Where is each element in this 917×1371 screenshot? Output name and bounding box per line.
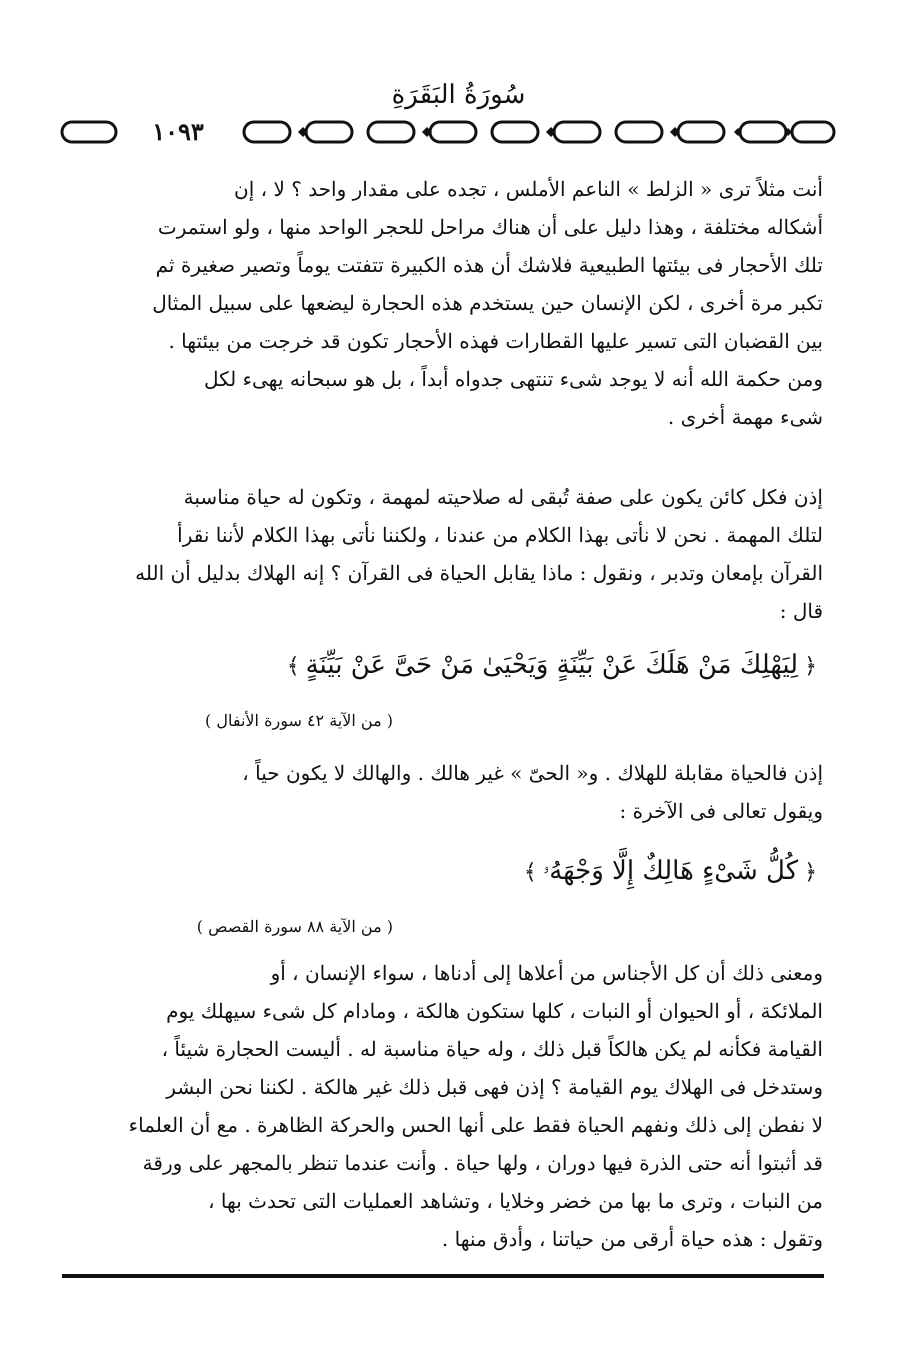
- text-line: لتلك المهمة . نحن لا نأتى بهذا الكلام من عندنا ، ولكننا نأتى بهذا الكلام لأننا نقرأ: [177, 523, 823, 547]
- text-line: ومعنى ذلك أن كل الأجناس من أعلاها إلى أدناها ، سواء الإنسان ، أو: [270, 961, 823, 985]
- surah-title: سُورَةُ البَقَرَةِ: [391, 80, 526, 110]
- citation-text: ( من الآية ٤٢ سورة الأنفال ): [205, 711, 393, 730]
- text-line: أشكاله مختلفة ، وهذا دليل على أن هناك مراحل للحجر الواحد منها ، ولو استمرت: [157, 215, 823, 239]
- text-line: ومن حكمة الله أنه لا يوجد شىء تنتهى جدواه أبداً ، بل هو سبحانه يهىء لكل: [203, 367, 823, 391]
- text-line: تلك الأحجار فى بيئتها الطبيعية فلاشك أن هذه الكبيرة تتفتت يوماً وتصير صغيرة ثم: [155, 253, 823, 277]
- text-line: أنت مثلاً ترى « الزلط » الناعم الأملس ، تجده على مقدار واحد ؟ لا ، إن: [234, 177, 823, 201]
- verse-text: لِيَهْلِكَ مَنْ هَلَكَ عَنْ بَيِّنَةٍ وَيَحْيَىٰ مَنْ حَىَّ عَنْ بَيِّنَةٍ: [305, 650, 799, 680]
- text-line: وستدخل فى الهلاك يوم القيامة ؟ إذن فهى قبل ذلك غير هالكة . لكننا نحن البشر: [166, 1075, 823, 1099]
- verse-2-citation: [88, 914, 823, 940]
- text-line: وتقول : هذه حياة أرقى من حياتنا ، وأدق منها .: [441, 1227, 823, 1251]
- verse-open-bracket: ﴿: [804, 654, 817, 679]
- text-line: بين القضبان التى تسير عليها القطارات فهذه الأحجار تكون قد خرجت من بيئتها .: [168, 329, 823, 353]
- footer-rule: [62, 1274, 824, 1278]
- verse-close-bracket: ﴾: [523, 860, 537, 885]
- text-line: تكبر مرة أخرى ، لكن الإنسان حين يستخدم هذه الحجارة ليضعها على سبيل المثال: [152, 291, 823, 315]
- text-line: قال :: [779, 599, 823, 623]
- text-line: من النبات ، وترى ما بها من خضر وخلايا ، وتشاهد العمليات التى تحدث بها ،: [208, 1189, 823, 1213]
- text-line: القرآن بإمعان وتدبر ، ونقول : ماذا يقابل الحياة فى القرآن ؟ إنه الهلاك بدليل أن الله: [135, 561, 823, 585]
- text-line: إذن فالحياة مقابلة للهلاك . و« الحىّ » غير هالك . والهالك لا يكون حياً ،: [242, 761, 823, 785]
- quran-verse-1: [88, 640, 823, 690]
- text-line: الملائكة ، أو الحيوان أو النبات ، كلها ستكون هالكة ، ومادام كل شىء سيهلك يوم: [166, 999, 823, 1023]
- verse-text: كُلُّ شَىْءٍ هَالِكٌ إِلَّا وَجْهَهُۥ: [542, 856, 799, 886]
- verse-open-bracket: ﴿: [804, 860, 817, 885]
- text-line: ويقول تعالى فى الآخرة :: [619, 799, 823, 823]
- text-line: شىء مهمة أخرى .: [667, 405, 823, 429]
- page-number: ١٠٩٣: [118, 115, 238, 149]
- text-line: إذن فكل كائن يكون على صفة تُبقى له صلاحيته لمهمة ، وتكون له حياة مناسبة: [183, 485, 823, 509]
- paragraph-2: [88, 478, 823, 630]
- paragraph-1: [88, 170, 823, 436]
- paragraph-3: [88, 754, 823, 830]
- decorative-header-band: [58, 115, 838, 149]
- citation-text: ( من الآية ٨٨ سورة القصص ): [196, 917, 393, 936]
- quran-verse-2: [88, 846, 823, 896]
- verse-close-bracket: ﴾: [286, 654, 300, 679]
- verse-1-citation: [88, 708, 823, 734]
- text-line: لا نفطن إلى ذلك ونفهم الحياة فقط على أنها الحس والحركة الظاهرة . مع أن العلماء: [128, 1113, 823, 1137]
- text-line: قد أثبتوا أنه حتى الذرة فيها دوران ، ولها حياة . وأنت عندما تنظر بالمجهر على ورقة: [142, 1151, 823, 1175]
- text-line: القيامة فكأنه لم يكن هالكاً قبل ذلك ، وله حياة مناسبة له . أليست الحجارة شيئاً ،: [161, 1037, 823, 1061]
- paragraph-4: [88, 954, 823, 1258]
